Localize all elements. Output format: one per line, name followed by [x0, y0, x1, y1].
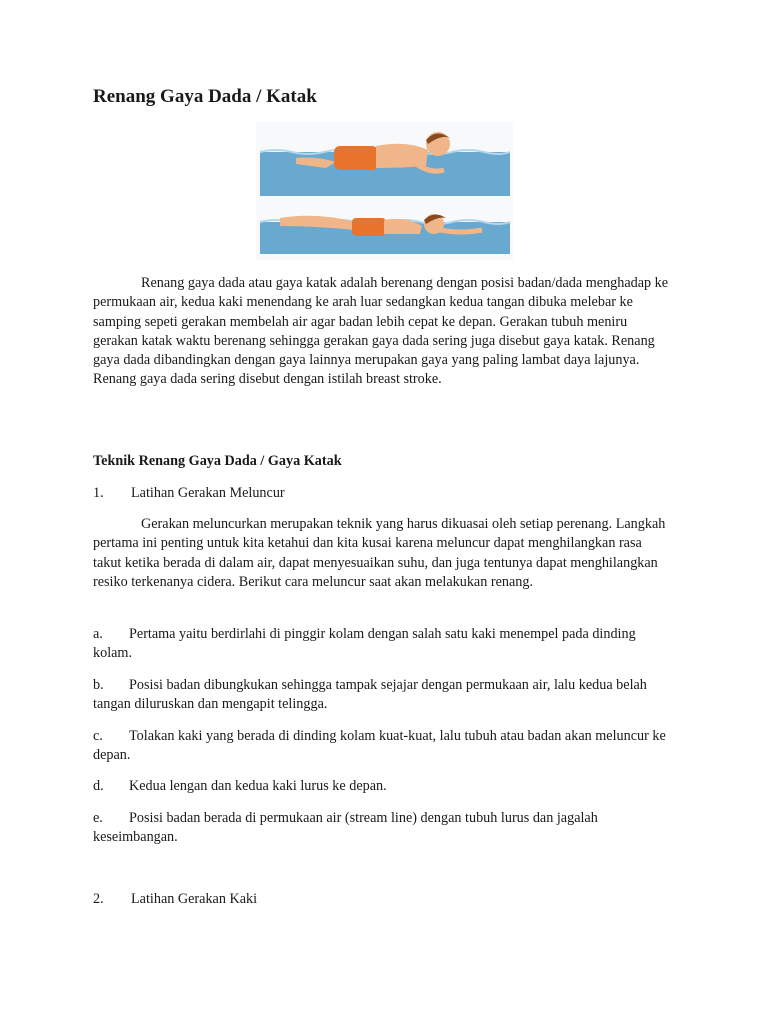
list-item-text: Kedua lengan dan kedua kaki lurus ke depan.: [129, 778, 387, 794]
list-item: [93, 676, 673, 715]
list-item-text: Posisi badan berada di permukaan air (stream line) dengan tubuh lurus dan jagalah keseimbangan.: [93, 810, 598, 846]
section-2-label: Latihan Gerakan Kaki: [131, 891, 258, 907]
list-item-marker: a.: [93, 626, 103, 642]
section-1-label: Latihan Gerakan Meluncur: [131, 485, 285, 501]
list-item-marker: d.: [93, 778, 104, 794]
list-item-marker: c.: [93, 728, 103, 744]
swimmer-illustration: [256, 122, 513, 260]
list-item-marker: e.: [93, 810, 103, 826]
section-1-number: 1.: [93, 485, 104, 501]
section-1-paragraph: Gerakan meluncurkan merupakan teknik yang harus dikuasai oleh setiap perenang. Langkah pertama ini penting untuk kita ketahui dan kita kusai karena meluncur dapat menghilangkan rasa takut ketika berada di dalam air, dapat menyesuaikan suhu, dan juga tentunya dapat menghilangkan resiko terkenanya cidera. Berikut cara meluncur saat akan melakukan renang.: [93, 516, 666, 590]
list-item-text: Posisi badan dibungkukan sehingga tampak sejajar dengan permukaan air, lalu kedua belah tangan diluruskan dan mengapit telingga.: [93, 677, 647, 713]
section-1-heading: [93, 485, 285, 502]
document-title: Renang Gaya Dada / Katak: [93, 86, 317, 107]
list-item-text: Tolakan kaki yang berada di dinding kolam kuat-kuat, lalu tubuh atau badan akan meluncur ke depan.: [93, 728, 666, 764]
list-item: [93, 625, 673, 664]
list-item: [93, 777, 673, 796]
list-item: [93, 727, 673, 766]
list-item-text: Pertama yaitu berdirlahi di pinggir kolam dengan salah satu kaki menempel pada dinding kolam.: [93, 626, 636, 662]
section-2-heading: [93, 891, 257, 908]
intro-paragraph: Renang gaya dada atau gaya katak adalah berenang dengan posisi badan/dada menghadap ke permukaan air, kedua kaki menendang ke arah luar sedangkan kedua tangan dibuka melebar ke samping sepeti gerakan membelah air agar badan lebih cepat ke depan. Gerakan tubuh meniru gerakan katak waktu berenang sehingga gerakan gaya dada sering juga disebut gaya katak. Renang gaya dada dibandingkan dengan gaya lainnya merupakan gaya yang paling lambat daya lajunya. Renang gaya dada sering disebut dengan istilah breast stroke.: [93, 275, 669, 388]
list-item-marker: b.: [93, 677, 104, 693]
section-heading: Teknik Renang Gaya Dada / Gaya Katak: [93, 453, 342, 469]
list-item: [93, 809, 673, 848]
section-2-number: 2.: [93, 891, 104, 907]
